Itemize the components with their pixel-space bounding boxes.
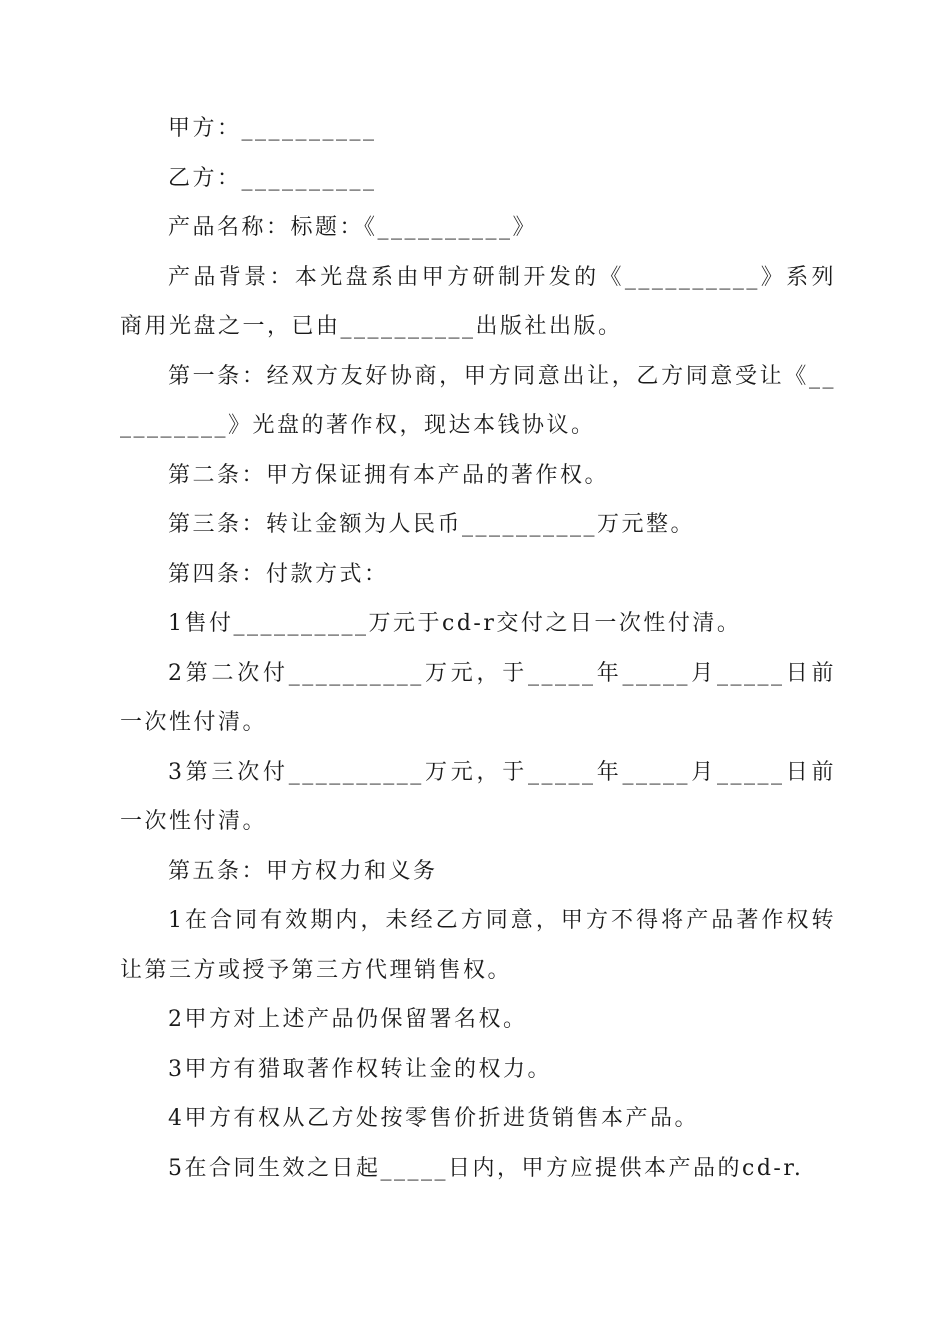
payment-item-3-text: 3第三次付__________万元，于_____年_____月_____日前一次性付清。 bbox=[120, 759, 836, 834]
rights-item-3-text: 3甲方有猎取著作权转让金的权力。 bbox=[168, 1056, 552, 1082]
article-5-heading bbox=[120, 847, 836, 897]
article-2-paragraph bbox=[120, 451, 836, 501]
payment-item-2-text: 2第二次付__________万元，于_____年_____月_____日前一次性付清。 bbox=[120, 660, 836, 735]
article-3-text: 第三条：转让金额为人民币__________万元整。 bbox=[168, 512, 696, 537]
article-1-paragraph bbox=[120, 352, 836, 451]
article-5-text: 第五条：甲方权力和义务 bbox=[168, 858, 438, 884]
rights-item-1-text: 1在合同有效期内，未经乙方同意，甲方不得将产品著作权转让第三方或授予第三方代理销售权。 bbox=[120, 908, 836, 983]
rights-item-2-text: 2甲方对上述产品仍保留署名权。 bbox=[168, 1007, 528, 1032]
product-name-line bbox=[120, 203, 836, 253]
party-b-text: 乙方：__________ bbox=[168, 165, 377, 191]
product-name-text: 产品名称：标题：《__________》 bbox=[168, 215, 538, 240]
party-a-text: 甲方：__________ bbox=[168, 116, 377, 141]
party-a-line bbox=[120, 104, 836, 154]
payment-item-1 bbox=[120, 599, 836, 649]
rights-item-3 bbox=[120, 1045, 836, 1095]
article-3-paragraph bbox=[120, 500, 836, 550]
rights-item-4-text: 4甲方有权从乙方处按零售价折进货销售本产品。 bbox=[168, 1106, 699, 1131]
payment-item-3 bbox=[120, 748, 836, 847]
rights-item-2 bbox=[120, 995, 836, 1045]
rights-item-5-text: 5在合同生效之日起_____日内，甲方应提供本产品的cd-r. bbox=[168, 1155, 804, 1181]
rights-item-1 bbox=[120, 896, 836, 995]
article-1-text: 第一条：经双方友好协商，甲方同意出让，乙方同意受让《__________》光盘的著作权，现达本钱协议。 bbox=[120, 363, 836, 438]
rights-item-4 bbox=[120, 1094, 836, 1144]
article-4-text: 第四条：付款方式： bbox=[168, 561, 389, 587]
party-b-line bbox=[120, 154, 836, 204]
product-background-paragraph bbox=[120, 253, 836, 352]
article-4-heading bbox=[120, 550, 836, 600]
payment-item-2 bbox=[120, 649, 836, 748]
article-2-text: 第二条：甲方保证拥有本产品的著作权。 bbox=[168, 462, 610, 488]
product-background-text: 产品背景：本光盘系由甲方研制开发的《__________》系列商用光盘之一，已由__________出版社出版。 bbox=[120, 264, 836, 339]
rights-item-5 bbox=[120, 1144, 836, 1194]
document-body bbox=[120, 104, 836, 1193]
payment-item-1-text: 1售付__________万元于cd-r交付之日一次性付清。 bbox=[168, 611, 742, 636]
